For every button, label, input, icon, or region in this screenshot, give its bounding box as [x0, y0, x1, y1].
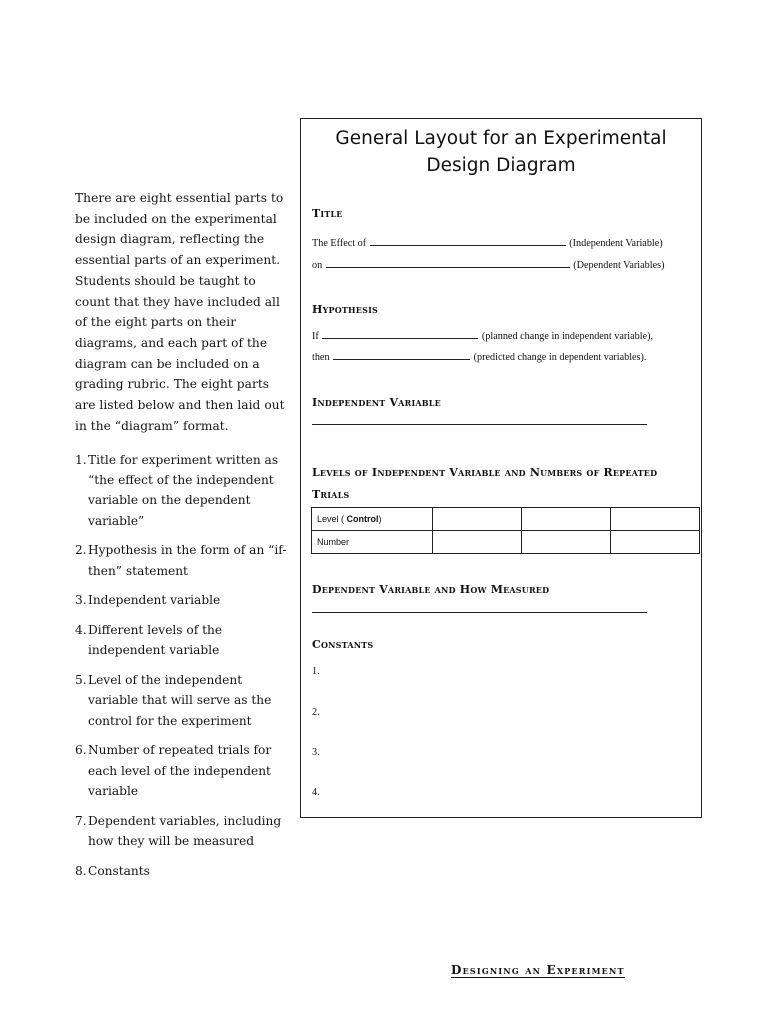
levels-heading: Levels of Independent Variable and Numbers of Repeated Trials	[312, 466, 658, 501]
diagram-box	[300, 118, 702, 818]
levels-table	[311, 507, 700, 554]
list-item	[75, 811, 290, 851]
list-item-number: 3.	[75, 593, 87, 608]
hypothesis-then: then	[312, 352, 330, 363]
hypothesis-if: If	[312, 331, 319, 342]
title-line-2-suffix: (Dependent Variables)	[573, 260, 665, 271]
table-cell[interactable]	[433, 531, 522, 554]
list-item	[75, 540, 290, 580]
list-item-number: 8.	[75, 863, 87, 878]
hypothesis-line-2	[312, 351, 646, 363]
number-label: Number	[312, 531, 433, 554]
table-cell[interactable]	[611, 531, 700, 554]
list-item-text: Different levels of the independent variable	[88, 623, 223, 658]
list-item	[75, 590, 290, 610]
level-label: Level	[317, 514, 339, 524]
table-cell[interactable]	[522, 531, 611, 554]
list-item	[75, 861, 290, 881]
independent-variable-blank[interactable]	[312, 424, 647, 425]
hypothesis-blank-2[interactable]	[333, 351, 470, 360]
list-item	[75, 450, 290, 531]
list-item-text: Independent variable	[88, 593, 221, 608]
level-label-cell	[312, 508, 433, 531]
list-item-number: 2.	[75, 543, 87, 558]
list-item-number: 6.	[75, 743, 87, 758]
list-item	[75, 740, 290, 801]
constants-heading: Constants	[312, 638, 374, 651]
title-line-1	[312, 237, 663, 249]
title-blank-2[interactable]	[326, 259, 570, 268]
title-line-1-prefix: The Effect of	[312, 238, 367, 249]
title-line-1-suffix: (Independent Variable)	[569, 238, 663, 249]
title-blank-1[interactable]	[370, 237, 566, 246]
intro-paragraph: There are eight essential parts to be included on the experimental design diagram, reflecting the essential parts of an experiment. Students should be taught to count that they have included all of the eight parts on their diagrams, and each part of the diagram can be included on a grading rubric. The eight parts are listed below and then laid out in the “diagram” format.	[75, 191, 285, 433]
dependent-variable-blank[interactable]	[312, 612, 647, 613]
list-item	[75, 620, 290, 660]
list-item	[75, 670, 290, 731]
hypothesis-blank-1[interactable]	[322, 330, 478, 339]
footer-title: Designing an Experiment	[451, 963, 625, 977]
level-control: Control	[346, 514, 379, 524]
list-item-text: Level of the independent variable that will serve as the control for the experiment	[88, 673, 272, 728]
title-line-2	[312, 259, 664, 271]
title-heading: Title	[312, 207, 343, 220]
list-item-text: Number of repeated trials for each level of the independent variable	[88, 743, 272, 798]
hypothesis-line-1	[312, 330, 653, 342]
constant-item-2: 2.	[312, 707, 320, 718]
level-paren-close: )	[378, 514, 382, 524]
constant-item-1: 1.	[312, 666, 320, 677]
list-item-number: 5.	[75, 673, 87, 688]
list-item-text: Hypothesis in the form of an “if-then” statement	[88, 543, 287, 578]
table-cell[interactable]	[522, 508, 611, 531]
list-item-text: Dependent variables, including how they will be measured	[88, 813, 282, 848]
hypothesis-line-1-suffix: (planned change in independent variable),	[481, 331, 654, 342]
independent-variable-heading: Independent Variable	[312, 396, 441, 409]
table-cell[interactable]	[433, 508, 522, 531]
hypothesis-line-2-suffix: (predicted change in dependent variables).	[473, 352, 647, 363]
level-paren-open: (	[341, 514, 345, 524]
diagram-title: General Layout for an Experimental Design Diagram	[335, 128, 667, 176]
list-item-number: 7.	[75, 813, 87, 828]
list-item-number: 1.	[75, 453, 87, 467]
list-item-text: Title for experiment written as “the effect of the independent variable on the dependent variable”	[88, 453, 279, 528]
list-item-text: Constants	[88, 863, 150, 878]
table-row	[312, 531, 700, 554]
table-cell[interactable]	[611, 508, 700, 531]
dependent-variable-heading: Dependent Variable and How Measured	[312, 583, 550, 596]
table-row	[312, 508, 700, 531]
constant-item-3: 3.	[312, 747, 320, 758]
list-item-number: 4.	[75, 623, 87, 638]
essential-parts-list	[75, 450, 290, 890]
hypothesis-heading: Hypothesis	[312, 303, 378, 316]
title-line-2-prefix: on	[312, 260, 323, 271]
constant-item-4: 4.	[312, 787, 320, 798]
